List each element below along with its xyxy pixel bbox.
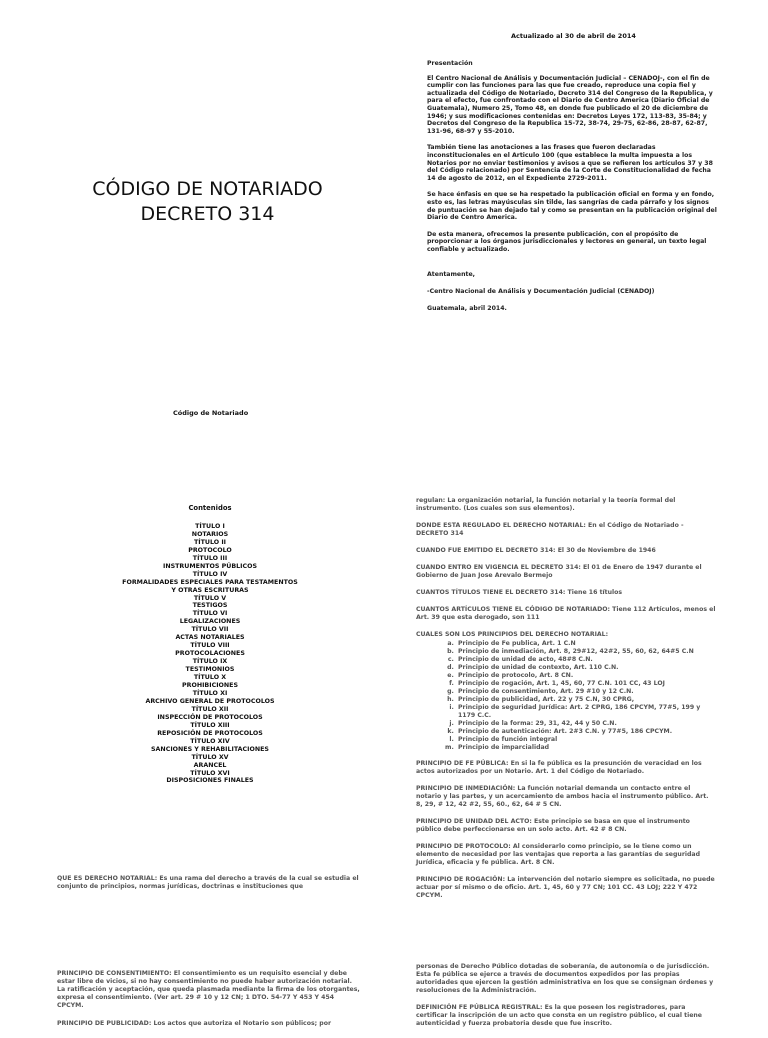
contents-item: TÍTULO XIV [190, 737, 230, 745]
contents-item: TESTIGOS [192, 602, 228, 610]
running-header: Código de Notariado [173, 409, 249, 417]
contents-item: ACTAS NOTARIALES [175, 634, 245, 642]
note-text: En si la fe pública es la presunción de veracidad en los actos autorizados por un Notario. Art. 1 del Código de Notariado. [416, 760, 702, 775]
presentation-heading: Presentación [427, 60, 473, 67]
note-label: DONDE ESTA REGULADO EL DERECHO NOTARIAL: [416, 522, 586, 529]
note-text: En el Código de Notariado - DECRETO 314 [416, 522, 684, 537]
contents-item: TÍTULO VI [192, 610, 228, 618]
list-item: a. Principio de Fe publica, Art. 1 C.N [456, 640, 716, 648]
presentation-paragraph-4: De esta manera, ofrecemos la presente publicación, con el propósito de proporcionar a los órganos jurisdiccionales y lectores en general, un texto legal confiable y actualizado. [427, 230, 707, 253]
contents-item: TÍTULO II [193, 538, 227, 546]
note-text: Es la que poseen los registradores, para certificar la inscripción de un acto que consta en un registro público, el cual tiene autenticidad y fuerza probatoria desde que fue inscrito. [416, 1004, 702, 1027]
note-text: La función notarial demanda un contacto entre el notario y las partes, y un acercamiento de ambos hacia el instrumento público. Art. 8, 29, # 12, 42 #2, 55, 60., 62, 64 # 5 CN. [416, 785, 709, 808]
note-articles [416, 606, 716, 622]
list-item: e. Principio de protocolo, Art. 8 CN. [456, 672, 716, 680]
definition-label: QUE ES DERECHO NOTARIAL: [57, 875, 158, 882]
note-label: CUANDO FUE EMITIDO EL DECRETO 314: [416, 547, 556, 554]
note-principles-heading [416, 631, 716, 639]
list-item: m. Principio de imparcialidad [456, 744, 716, 752]
page-title [40, 177, 375, 227]
note-label: CUALES SON LOS PRINCIPIOS DEL DERECHO NOTARIAL: [416, 631, 609, 638]
list-item: b. Principio de inmediación, Art. 8, 29#12, 42#2, 55, 60, 62, 64#5 C.N [456, 648, 716, 656]
notes-column [416, 497, 716, 909]
definition-fe-registral [416, 1004, 716, 1028]
title-line-1: CÓDIGO DE NOTARIADO [92, 178, 323, 200]
principle-publicidad [57, 1020, 362, 1028]
note-label: PRINCIPIO DE PROTOCOLO: [416, 843, 511, 850]
list-item: c. Principio de unidad de acto, 48#8 C.N. [456, 656, 716, 664]
notes-bottom-right [416, 963, 716, 1037]
presentation-paragraph-2: También tiene las anotaciones a las frases que fueron declaradas inconstitucionales en el Articulo 100 (que establece la multa impuesta a los Notarios por no enviar testimonios y avisos a que se refieren los artículos 37 y 38 del Código relacionado) por Sentencia de la Corte de Constitucionalidad de fecha 14 de agosto de 2012, en el Expediente 2729-2011. [427, 144, 713, 182]
contents-item: TÍTULO XI [192, 689, 228, 697]
contents-item: DISPOSICIONES FINALES [166, 777, 254, 785]
list-item: d. Principio de unidad de contexto, Art. 110 C.N. [456, 664, 716, 672]
contents-item: REPOSICIÓN DE PROTOCOLOS [157, 729, 263, 737]
contents-heading: Contenidos [188, 504, 232, 512]
presentation-section [427, 60, 717, 321]
contents-item: TÍTULO XIII [190, 721, 230, 729]
contents-item: ARCHIVO GENERAL DE PROTOCOLOS [145, 697, 275, 705]
note-text: El 30 de Noviembre de 1946 [557, 547, 656, 554]
contents-item: INSPECCIÓN DE PROTOCOLOS [157, 713, 263, 721]
contents-item: TÍTULO VIII [190, 642, 230, 650]
notes-bottom-left [57, 970, 362, 1038]
principle-fe-publica [416, 760, 716, 776]
contents-item: ARANCEL [193, 761, 227, 769]
list-item: i. Principio de seguridad Jurídica: Art. 2 CPRG, 186 CPCYM, 77#5, 199 y 1179 C.C. [456, 704, 716, 720]
note-label: PRINCIPIO DE FE PÚBLICA: [416, 760, 509, 767]
contents-item: TÍTULO III [192, 554, 228, 562]
contents-item: TÍTULO VII [191, 626, 229, 634]
note-text: Tiene 112 Artículos, menos el Art. 39 que esta derogado, son 111 [416, 606, 716, 621]
note-label: PRINCIPIO DE ROGACIÓN: [416, 876, 506, 883]
principle-rogacion [416, 876, 716, 900]
contents-item: INSTRUMENTOS PÚBLICOS [162, 562, 257, 570]
note-label: DEFINICIÓN FE PÚBLICA REGISTRAL: [416, 1004, 543, 1011]
note-label: CUANDO ENTRO EN VIGENCIA EL DECRETO 314: [416, 564, 581, 571]
contents-item: TÍTULO IX [192, 658, 228, 666]
principles-list [416, 640, 716, 752]
contents-item: Y OTRAS ESCRITURAS [171, 586, 249, 594]
principle-unidad-acto [416, 818, 716, 834]
note-emitted [416, 547, 716, 555]
note-text: El 01 de Enero de 1947 durante el Gobierno de Juan Jose Arevalo Bermejo [416, 564, 702, 579]
note-text: Tiene 16 títulos [567, 589, 623, 596]
title-line-2: DECRETO 314 [140, 203, 275, 225]
contents-item: TÍTULO I [195, 522, 225, 530]
list-item: j. Principio de la forma: 29, 31, 42, 44 y 50 C.N. [456, 720, 716, 728]
note-titles [416, 589, 716, 597]
contents-item: TÍTULO V [193, 594, 227, 602]
note-label: PRINCIPIO DE INMEDIACIÓN: [416, 785, 516, 792]
contents-item: TÍTULO XVI [190, 769, 230, 777]
contents-item: FORMALIDADES ESPECIALES PARA TESTAMENTOS [122, 578, 298, 586]
table-of-contents [110, 505, 310, 785]
contents-item: TESTIMONIOS [185, 666, 235, 674]
contents-item: SANCIONES Y REHABILITACIONES [151, 745, 269, 753]
contents-item: PROTOCOLO [188, 546, 232, 554]
note-text: Al considerarlo como principio, se le tiene como un elemento de necesidad por las ventajas que reporta a las garantías de seguridad Jurídica, eficacia y fe pública. Art. 8 CN. [416, 843, 701, 866]
list-item: g. Principio de consentimiento, Art. 29 #10 y 12 C.N. [456, 688, 716, 696]
contents-item: TÍTULO X [193, 674, 227, 682]
definition-derecho-notarial [57, 875, 362, 891]
note-label: CUANTOS ARTÍCULOS TIENE EL CÓDIGO DE NOTARIADO: [416, 606, 610, 613]
presentation-signature: -Centro Nacional de Análisis y Documentación Judicial (CENADOJ) [427, 288, 655, 296]
note-in-force [416, 564, 716, 580]
note-text: La intervención del notario siempre es solicitada, no puede actuar por sí mismo o de oficio. Art. 1, 45, 60 y 77 CN; 101 CC. 43 LOJ; 222 Y 472 CPCYM. [416, 876, 715, 899]
update-date: Actualizado al 30 de abril de 2014 [511, 32, 636, 40]
contents-item: NOTARIOS [191, 530, 229, 538]
list-item: h. Principio de publicidad, Art. 22 y 75 C.N, 30 CPRG, [456, 696, 716, 704]
fe-administrativa-text: personas de Derecho Público dotadas de soberanía, de autonomía o de jurisdicción. Esta fe pública se ejerce a través de documentos expedidos por las propias autoridades que ejercen la gestión administrativa en los que se consignan órdenes y resoluciones de la Administración. [416, 963, 714, 994]
contents-item: PROTOCOLACIONES [175, 650, 245, 658]
presentation-paragraph-1: El Centro Nacional de Análisis y Documentación Judicial – CENADOJ-, con el fin de cumplir con las funciones para las que fue creado, reproduce una copia fiel y actualizada del Código de Notariado, Decreto 314 del Congreso de la Republica, y para el efecto, fue confrontado con el Diario de Centro America (Diario Oficial de Guatemala), Numero 25, Tomo 48, en donde fue publicado el 20 de diciembre de 1946; y sus modificaciones contenidas en: Decretos Leyes 172, 113-83, 35-84; y Decretos del Congreso de la Republica 15-72, 38-74, 29-75, 62-86, 28-87, 62-87, 131-96, 68-97 y 55-2010. [427, 74, 713, 135]
definition-text: Es una rama del derecho a través de la cual se estudia el conjunto de principios, normas jurídicas, doctrinas e instituciones que [57, 875, 359, 890]
contents-item: TÍTULO XV [191, 753, 229, 761]
note-text: Los actos que autoriza el Notario son públicos; por [153, 1020, 332, 1027]
presentation-paragraph-3: Se hace énfasis en que se ha respetado la publicación oficial en forma y en fondo, esto es, las letras mayúsculas sin tilde, las sangrías de cada párrafo y los signos de puntuación se han dejado tal y como se presentan en la publicación original del Diario de Centro America. [427, 191, 717, 222]
list-item: k. Principio de autenticación: Art. 2#3 C.N. y 77#5, 186 CPCYM. [456, 728, 716, 736]
contents-item: PROHIBICIONES [182, 682, 238, 690]
note-text: Este principio se basa en que el instrumento público debe perfeccionarse en un solo acto. Art. 42 # 8 CN. [416, 818, 690, 833]
list-item: f. Principio de rogación, Art. 1, 45, 60, 77 C.N. 101 CC, 43 LOJ [456, 680, 716, 688]
contents-item: TÍTULO XII [191, 705, 229, 713]
principle-protocolo [416, 843, 716, 867]
note-regulated [416, 522, 716, 538]
note-label: PRINCIPIO DE UNIDAD DEL ACTO: [416, 818, 532, 825]
list-item: l. Principio de función integral [456, 736, 716, 744]
principle-consentimiento [57, 970, 362, 1010]
note-label: PRINCIPIO DE PUBLICIDAD: [57, 1020, 152, 1027]
definition-continuation: regulan: La organización notarial, la función notarial y la teoría formal del instrumento. (Los cuales son sus elementos). [416, 497, 676, 512]
note-label: PRINCIPIO DE CONSENTIMIENTO: [57, 970, 172, 977]
note-label: CUANTOS TÍTULOS TIENE EL DECRETO 314: [416, 589, 566, 596]
presentation-place-date: Guatemala, abril 2014. [427, 304, 507, 312]
principle-inmediacion [416, 785, 716, 809]
contents-item: LEGALIZACIONES [179, 618, 241, 626]
note-text: El consentimiento es un requisito esencial y debe estar libre de vicios, si no hay consentimiento no puede haber autorización notarial. La ratificación y aceptación, que queda plasmada mediante la firma de los otorgantes, expresa el consentimiento. (Ver art. 29 # 10 y 12 CN; 1 DTO. 54-77 Y 453 Y 454 CPCYM. [57, 970, 360, 1009]
contents-item: TÍTULO IV [192, 570, 228, 578]
presentation-closing: Atentamente, [427, 271, 476, 279]
